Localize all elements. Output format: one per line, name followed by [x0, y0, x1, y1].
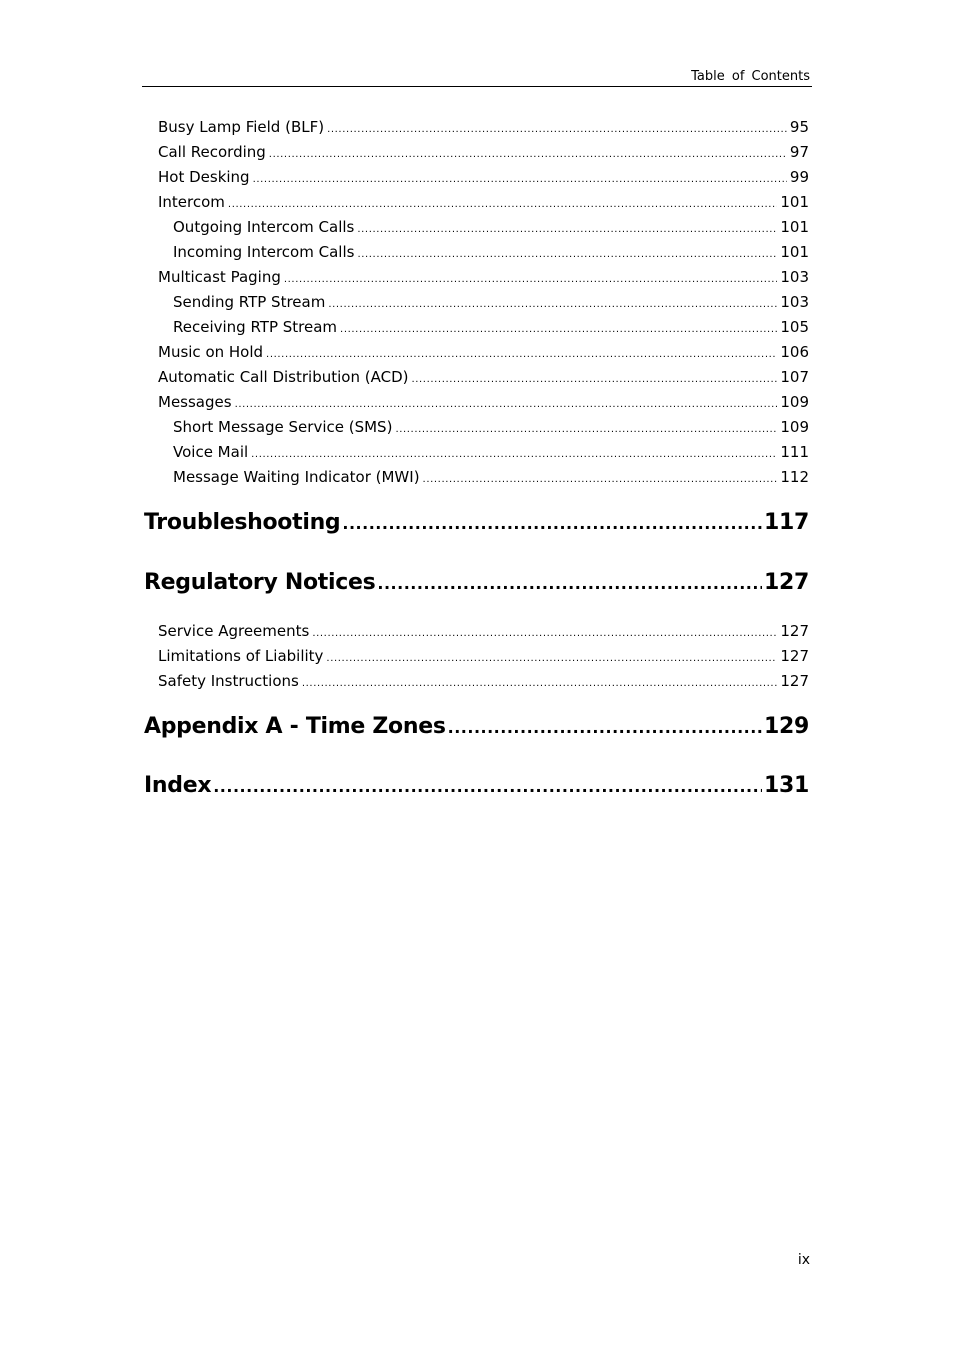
dot-leader: [269, 149, 787, 160]
toc-entry-page: 97: [789, 143, 809, 161]
dot-leader: [253, 174, 787, 185]
toc-chapter-regulatory-notices[interactable]: [144, 570, 809, 600]
toc-entry-label: Service Agreements: [158, 622, 310, 640]
toc-chapter-page: 117: [763, 510, 809, 535]
toc-entry-label: Receiving RTP Stream: [173, 318, 338, 336]
toc-entry-messages[interactable]: [158, 393, 809, 413]
toc-entry-page: 127: [780, 672, 809, 690]
toc-entry-label: Incoming Intercom Calls: [173, 243, 355, 261]
dot-leader: [326, 653, 777, 664]
toc-entry-service-agreements[interactable]: [158, 622, 809, 642]
toc-entry-page: 106: [780, 343, 809, 361]
toc-entry-limitations-of-liability[interactable]: [158, 647, 809, 667]
toc-chapter-page: 127: [763, 570, 809, 595]
dot-leader: [228, 199, 777, 210]
toc-entry-label: Limitations of Liability: [158, 647, 324, 665]
toc-entry-receiving-rtp-stream[interactable]: [173, 318, 809, 338]
dot-leader: [251, 449, 777, 460]
toc-entry-label: Messages: [158, 393, 232, 411]
toc-entry-intercom[interactable]: [158, 193, 809, 213]
toc-entry-voice-mail[interactable]: [173, 443, 809, 463]
toc-entry-label: Intercom: [158, 193, 225, 211]
toc-entry-incoming-intercom-calls[interactable]: [173, 243, 809, 263]
toc-entry-label: Short Message Service (SMS): [173, 418, 393, 436]
dot-leader: [266, 349, 777, 360]
toc-entry-page: 107: [780, 368, 809, 386]
toc-entry-short-message-service[interactable]: [173, 418, 809, 438]
dot-leader: [423, 474, 778, 485]
toc-entry-outgoing-intercom-calls[interactable]: [173, 218, 809, 238]
toc-entry-page: 127: [780, 647, 809, 665]
toc-entry-label: Message Waiting Indicator (MWI): [173, 468, 420, 486]
dot-leader: [340, 324, 777, 335]
dot-leader: [213, 777, 762, 796]
toc-chapter-appendix-a-time-zones[interactable]: [144, 714, 809, 744]
toc-entry-safety-instructions[interactable]: [158, 672, 809, 692]
dot-leader: [235, 399, 778, 410]
toc-entry-page: 105: [780, 318, 809, 336]
toc-entry-page: 101: [780, 243, 809, 261]
toc-entry-label: Voice Mail: [173, 443, 249, 461]
toc-entry-call-recording[interactable]: [158, 143, 809, 163]
toc-chapter-troubleshooting[interactable]: [144, 510, 809, 540]
toc-entry-label: Busy Lamp Field (BLF): [158, 118, 325, 136]
toc-entry-page: 99: [789, 168, 809, 186]
dot-leader: [327, 124, 787, 135]
toc-entry-label: Outgoing Intercom Calls: [173, 218, 355, 236]
dot-leader: [377, 574, 762, 593]
toc-chapter-label: Troubleshooting: [144, 510, 341, 535]
toc-entry-page: 103: [780, 268, 809, 286]
toc-entry-page: 127: [780, 622, 809, 640]
toc-entry-busy-lamp-field[interactable]: [158, 118, 809, 138]
dot-leader: [328, 299, 777, 310]
header-title: Table of Contents: [691, 69, 810, 84]
toc-chapter-index[interactable]: [144, 773, 809, 803]
toc-entry-page: 101: [780, 193, 809, 211]
toc-entry-multicast-paging[interactable]: [158, 268, 809, 288]
toc-entry-page: 109: [780, 418, 809, 436]
dot-leader: [302, 678, 778, 689]
toc-entry-label: Safety Instructions: [158, 672, 299, 690]
toc-entry-page: 101: [780, 218, 809, 236]
dot-leader: [395, 424, 777, 435]
toc-entry-page: 112: [780, 468, 809, 486]
toc-entry-page: 111: [780, 443, 809, 461]
dot-leader: [411, 374, 777, 385]
toc-entry-label: Call Recording: [158, 143, 266, 161]
toc-entry-label: Music on Hold: [158, 343, 264, 361]
toc-chapter-page: 129: [763, 714, 809, 739]
dot-leader: [284, 274, 778, 285]
dot-leader: [357, 249, 777, 260]
toc-chapter-label: Appendix A - Time Zones: [144, 714, 446, 739]
dot-leader: [342, 514, 762, 533]
toc-entry-music-on-hold[interactable]: [158, 343, 809, 363]
toc-entry-page: 109: [780, 393, 809, 411]
toc-entry-page: 103: [780, 293, 809, 311]
toc-entry-hot-desking[interactable]: [158, 168, 809, 188]
footer-page-number: ix: [797, 1252, 810, 1268]
toc-chapter-label: Regulatory Notices: [144, 570, 376, 595]
toc-entry-automatic-call-distribution[interactable]: [158, 368, 809, 388]
toc-entry-message-waiting-indicator[interactable]: [173, 468, 809, 488]
toc-chapter-label: Index: [144, 773, 212, 798]
toc-entry-sending-rtp-stream[interactable]: [173, 293, 809, 313]
dot-leader: [357, 224, 777, 235]
toc-entry-label: Automatic Call Distribution (ACD): [158, 368, 409, 386]
toc-entry-label: Sending RTP Stream: [173, 293, 326, 311]
toc-entry-label: Multicast Paging: [158, 268, 281, 286]
toc-entry-page: 95: [789, 118, 809, 136]
toc-entry-label: Hot Desking: [158, 168, 250, 186]
dot-leader: [448, 718, 762, 737]
toc-chapter-page: 131: [763, 773, 809, 798]
dot-leader: [312, 628, 777, 639]
